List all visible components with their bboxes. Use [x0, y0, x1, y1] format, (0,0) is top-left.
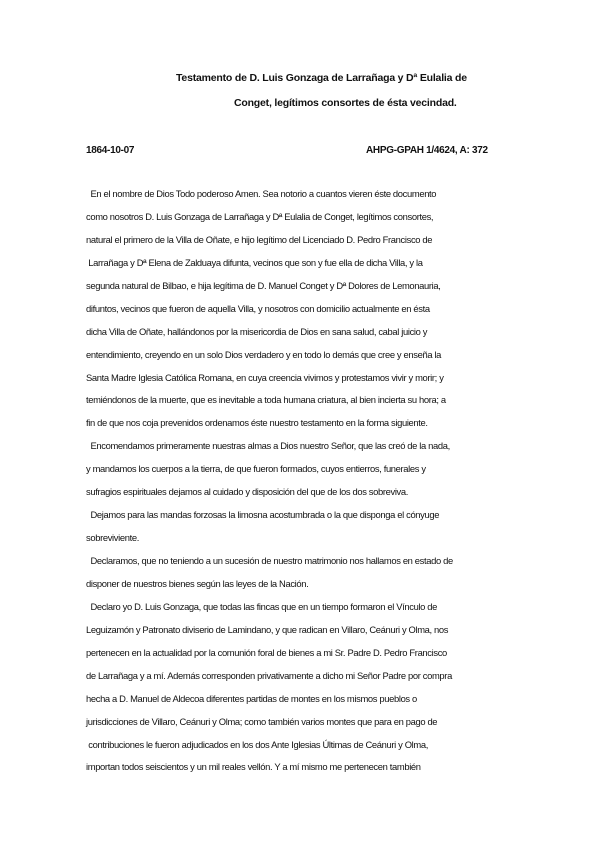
document-body	[86, 183, 526, 779]
body-text-line: de Larrañaga y a mí. Además corresponden privativamente a dicho mi Señor Padre por compra	[86, 669, 452, 681]
document-title-line-1: Testamento de D. Luis Gonzaga de Larrañaga y Dª Eulalia de	[176, 72, 467, 84]
archive-reference: AHPG-GPAH 1/4624, A: 372	[366, 145, 488, 156]
body-text-line: Larrañaga y Dª Elena de Zalduaya difunta, vecinos que son y fue ella de dicha Villa, y la	[86, 256, 423, 268]
body-text-line: Leguizamón y Patronato diviserio de Lamindano, y que radican en Villaro, Ceánuri y Olma, nos	[86, 623, 449, 635]
body-text-line: difuntos, vecinos que fueron de aquella Villa, y nosotros con domicilio actualmente en ésta	[86, 302, 430, 314]
body-text-line: Declaramos, que no teniendo a un sucesión de nuestro matrimonio nos hallamos en estado de	[86, 555, 453, 566]
body-text-line: y mandamos los cuerpos a la tierra, de que fueron formados, cuyos entierros, funerales y	[86, 463, 426, 475]
body-text-line: Santa Madre Iglesia Católica Romana, en cuya creencia vivimos y protestamos vivir y morir; y	[86, 371, 444, 383]
body-text-line: temiéndonos de la muerte, que es inevitable a toda humana criatura, al bien incierta su hora; a	[86, 394, 446, 406]
body-text-line: Encomendamos primeramente nuestras almas a Dios nuestro Señor, que las creó de la nada,	[86, 440, 450, 452]
body-text-line: Declaro yo D. Luis Gonzaga, que todas las fincas que en un tiempo formaron el Vínculo de	[86, 600, 438, 612]
body-text-line: disponer de nuestros bienes según las leyes de la Nación.	[86, 577, 309, 589]
body-text-line: segunda natural de Bilbao, e hija legítima de D. Manuel Conget y Dª Dolores de Lemonauria,	[86, 279, 441, 291]
document-date: 1864-10-07	[86, 145, 135, 156]
body-text-line: contribuciones le fueron adjudicados en los dos Ante Iglesias Últimas de Ceánuri y Olma,	[86, 738, 428, 750]
body-text-line: sobreviviente.	[86, 532, 139, 544]
body-text-line: En el nombre de Dios Todo poderoso Amen. Sea notorio a cuantos vieren éste documento	[86, 188, 437, 199]
body-text-line: natural el primero de la Villa de Oñate, e hijo legítimo del Licenciado D. Pedro Francisco de	[86, 233, 433, 245]
body-text-line: jurisdicciones de Villaro, Ceánuri y Olma; como también varios montes que para en pago de	[86, 715, 438, 727]
body-text-line: importan todos seiscientos y un mil reales vellón. Y a mí mismo me pertenecen también	[86, 761, 421, 773]
body-text-line: hecha a D. Manuel de Aldecoa diferentes partidas de montes en los mismos pueblos o	[86, 692, 417, 704]
body-text-line: Dejamos para las mandas forzosas la limosna acostumbrada o la que disponga el cónyuge	[86, 509, 440, 521]
body-text-line: sufragios espirituales dejamos al cuidado y disposición del que de los dos sobreviva.	[86, 486, 409, 498]
body-text-line: fin de que nos coja prevenidos ordenamos éste nuestro testamento en la forma siguiente.	[86, 417, 428, 429]
body-text-line: entendimiento, creyendo en un solo Dios verdadero y en todo lo demás que cree y enseña la	[86, 348, 442, 360]
body-text-line: dicha Villa de Oñate, hallándonos por la misericordia de Dios en sana salud, cabal juicio y	[86, 325, 428, 337]
body-text-line: pertenecen en la actualidad por la comunión foral de bienes a mi Sr. Padre D. Pedro Francisco	[86, 646, 447, 658]
body-text-line: como nosotros D. Luis Gonzaga de Larrañaga y Dª Eulalia de Conget, legítimos consortes,	[86, 210, 434, 222]
document-title-line-2: Conget, legítimos consortes de ésta vecindad.	[234, 97, 457, 109]
